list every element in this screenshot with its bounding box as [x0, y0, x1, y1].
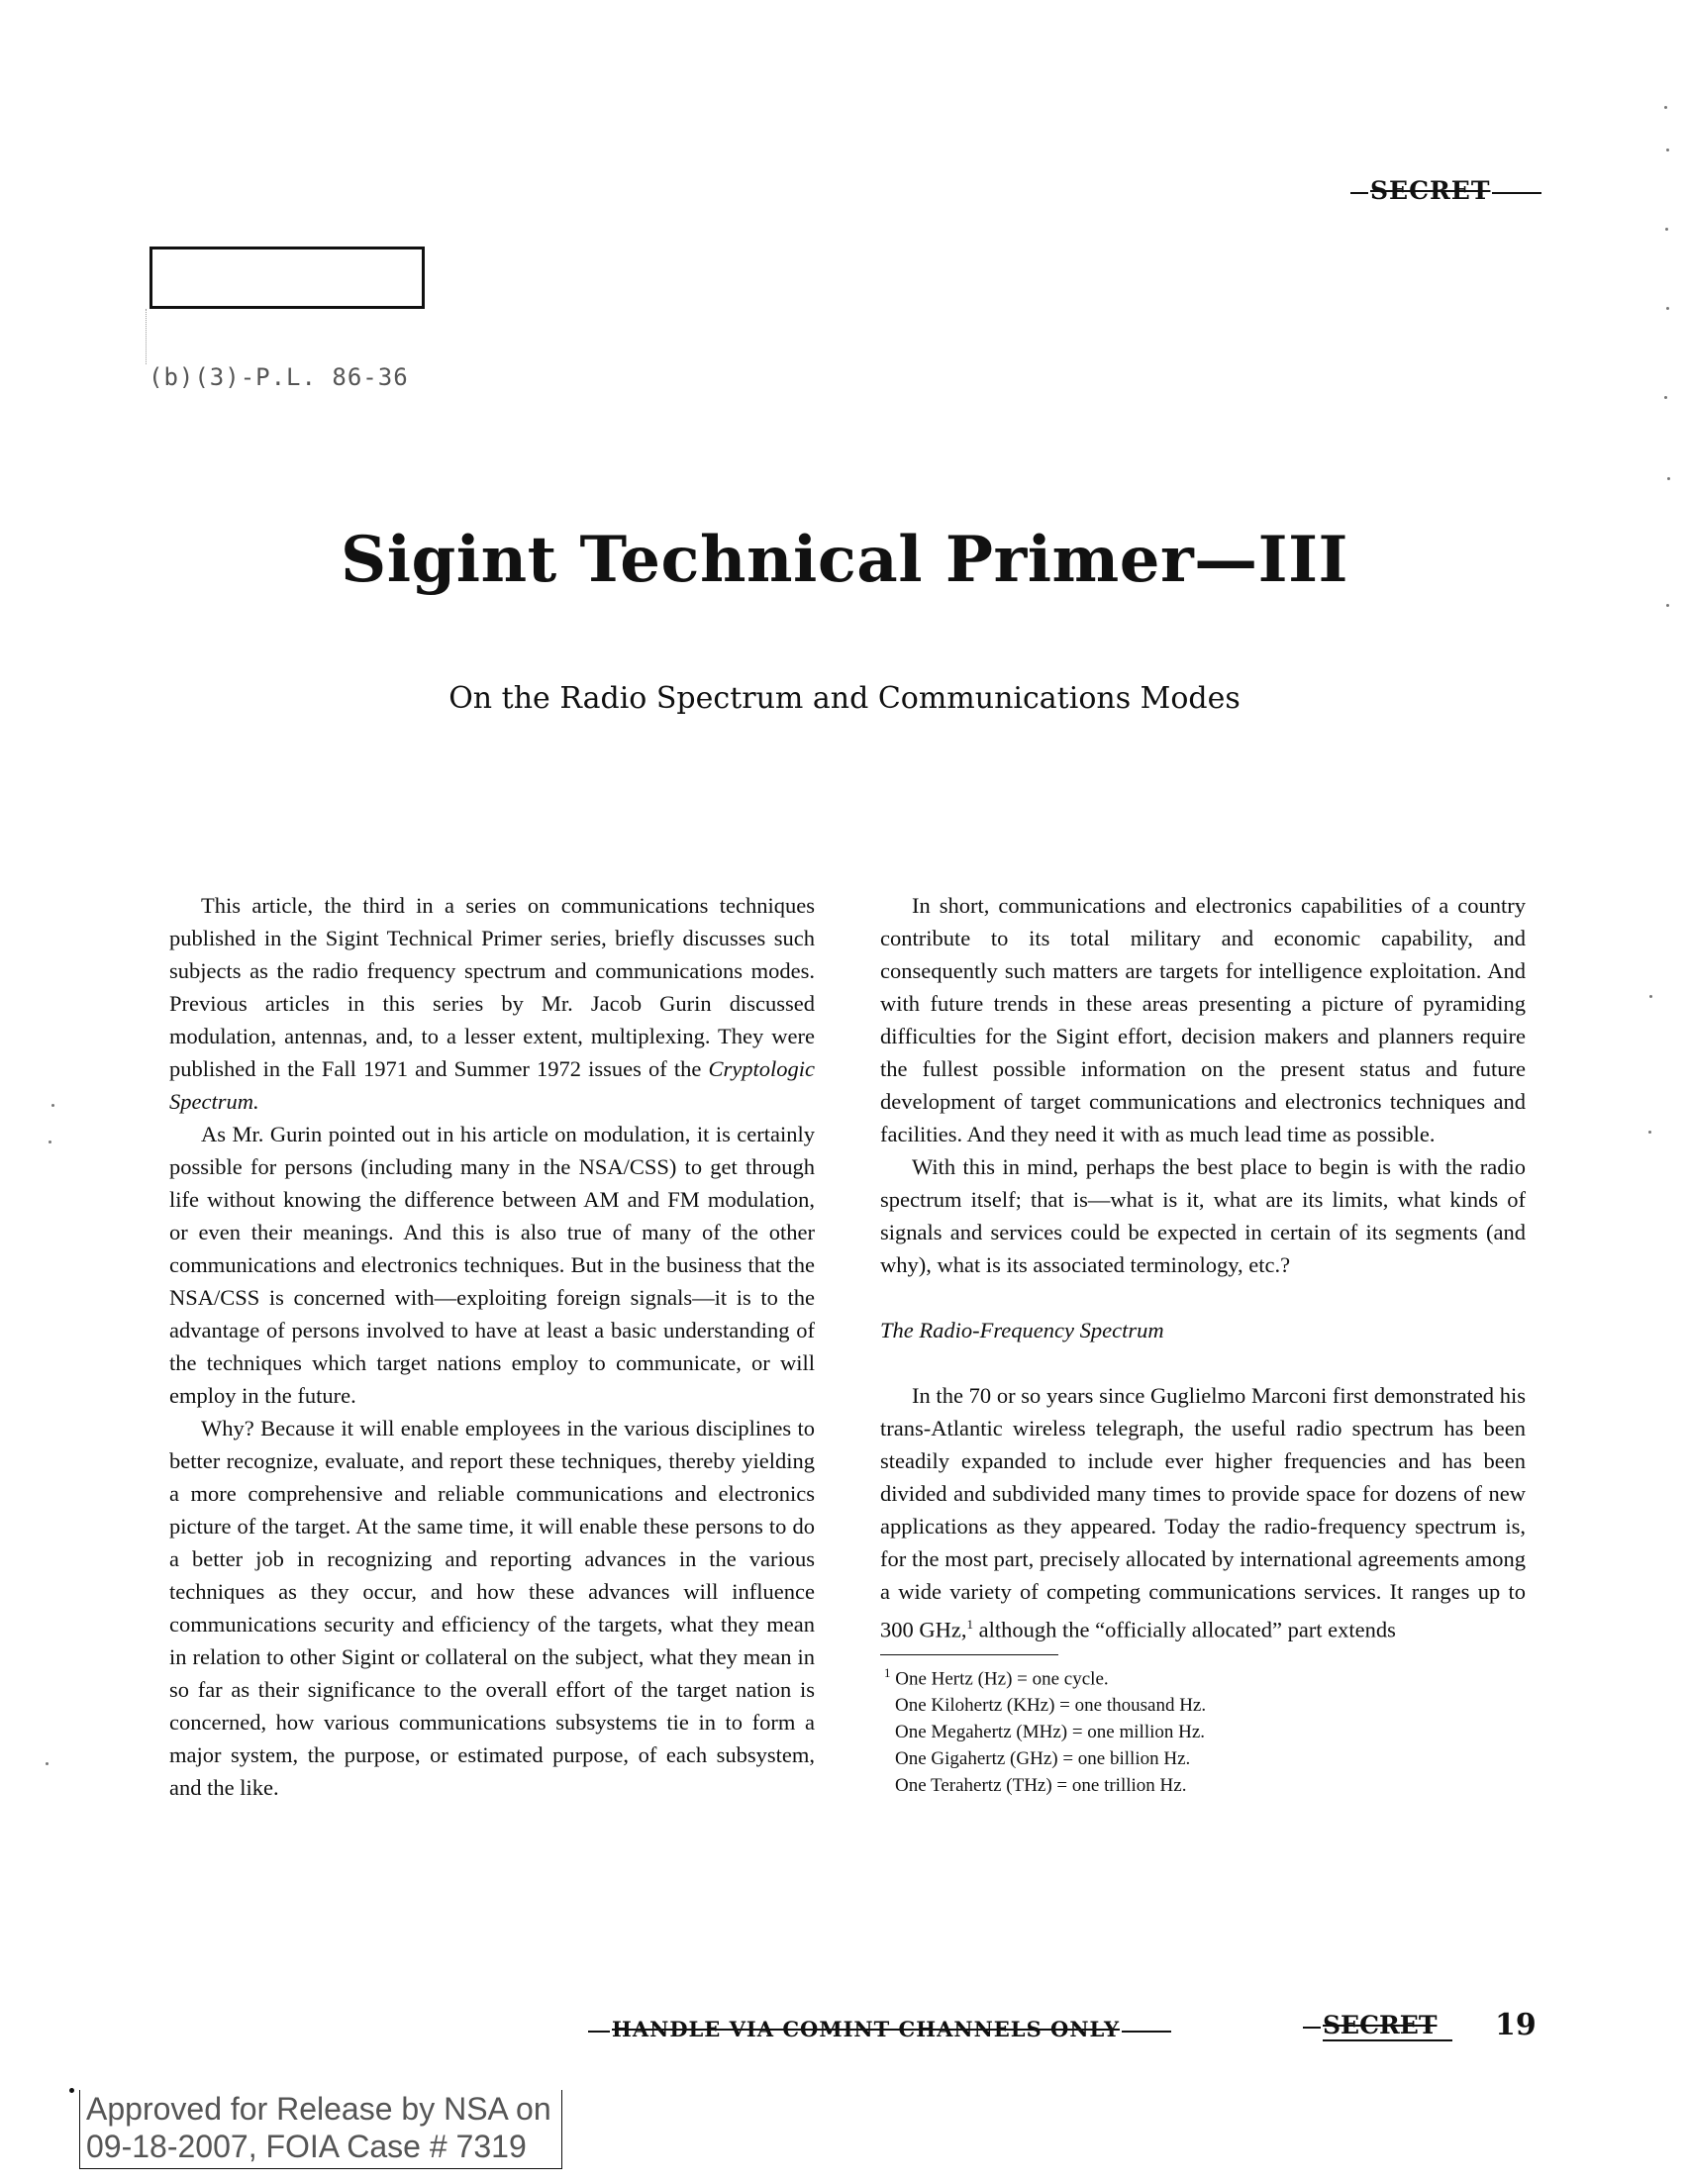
section-heading: The Radio-Frequency Spectrum	[880, 1318, 1164, 1342]
scan-speck	[1665, 228, 1668, 231]
classification-marking-top: SECRET	[1350, 176, 1541, 205]
footnote-reference: 1	[966, 1617, 973, 1632]
paragraph	[880, 1379, 1526, 1646]
footnote-line: One Megahertz (MHz) = one million Hz.	[895, 1721, 1206, 1742]
scan-speck	[1649, 995, 1652, 998]
scan-speck	[1648, 1131, 1651, 1134]
scan-speck	[1667, 477, 1670, 480]
footnote	[880, 1659, 1526, 1799]
scan-speck	[1666, 307, 1669, 310]
scan-speck	[1664, 106, 1667, 109]
scan-speck	[1666, 149, 1669, 151]
scan-speck	[51, 1104, 54, 1107]
footnote-line: One Kilohertz (KHz) = one thousand Hz.	[895, 1694, 1207, 1716]
paragraph-text: This article, the third in a series on communications techniques published in the Sigint Technical Primer series, briefly discusses such subjects as the radio frequency spectrum and communications modes. Previous articles in this series by Mr. Jacob Gurin discussed modulation, antennas, and, to a lesser extent, multiplexing. They were published in the Fall 1971 and Summer 1972 issues of the	[169, 893, 815, 1081]
scan-speck	[49, 1141, 51, 1143]
paragraph	[169, 889, 815, 1118]
article-title: Sigint Technical Primer—III	[341, 523, 1348, 597]
page-number: 19	[1495, 2008, 1537, 2042]
paragraph: In short, communications and electronics capabilities of a country contribute to its total military and economic capability, and consequently such matters are targets for intelligence exploitation. And with future trends in these areas presenting a picture of pyramiding difficulties for the Sigint effort, decision makers and planners require the fullest possible information on the present status and future development of target communications and electronics techniques and facilities. And they need it with as much lead time as possible.	[880, 893, 1526, 1146]
redaction-leader-line	[146, 309, 147, 364]
footnote-rule	[880, 1654, 1058, 1655]
paragraph-text: although the “officially allocated” part extends	[972, 1617, 1396, 1642]
right-column	[880, 889, 1526, 1799]
left-column	[169, 889, 815, 1804]
footnote-line: One Terahertz (THz) = one trillion Hz.	[895, 1774, 1187, 1796]
release-stamp	[79, 2090, 562, 2169]
scan-speck	[1664, 396, 1667, 399]
redaction-box	[149, 247, 425, 309]
footnote-line: One Gigahertz (GHz) = one billion Hz.	[895, 1747, 1191, 1769]
publication-name: Cryptologic Spectrum.	[169, 1056, 815, 1114]
release-stamp-line: Approved for Release by NSA on	[86, 2091, 551, 2127]
footnote-line: $^1$ One Hertz (Hz) = one cycle.	[884, 1664, 1109, 1689]
paragraph: With this in mind, perhaps the best place to begin is with the radio spectrum itself; that is—what is it, what are its limits, what kinds of signals and services could be expected in certain of its segments (and why), what is its associated terminology, etc.?	[880, 1154, 1526, 1277]
scan-speck	[46, 1762, 49, 1765]
classification-marking-bottom: SECRET	[1303, 2011, 1452, 2039]
exemption-code: (b)(3)-P.L. 86-36	[149, 363, 409, 391]
paragraph: Why? Because it will enable employees in the various disciplines to better recognize, evaluate, and report these techniques, thereby yielding a more comprehensive and reliable communications and electronics picture of the target. At the same time, it will enable these persons to do a better job in recognizing and reporting advances in the various techniques as they occur, and how these advances will influence communications security and efficiency of the targets, what they mean in relation to other Sigint or collateral on the subject, what they mean in so far as their significance to the overall effort of the target nation is concerned, how various communications subsystems tie in to form a major system, the purpose, or estimated purpose, of each subsystem, and the like.	[169, 1416, 815, 1800]
footnote-mark: 1	[884, 1664, 891, 1680]
stamp-dot	[69, 2088, 74, 2093]
paragraph: As Mr. Gurin pointed out in his article on modulation, it is certainly possible for persons (including many in the NSA/CSS) to get through life without knowing the difference between AM and FM modulation, or even their meanings. And this is also true of many of the other communications and electronics techniques. But in the business that the NSA/CSS is concerned with—exploiting foreign signals—it is to the advantage of persons involved to have at least a basic understanding of the techniques which target nations employ to communicate, or will employ in the future.	[169, 1122, 815, 1408]
handling-caveat: HANDLE VIA COMINT CHANNELS ONLY	[588, 2017, 1171, 2041]
paragraph-text: In the 70 or so years since Guglielmo Marconi first demonstrated his trans-Atlantic wireless telegraph, the useful radio spectrum has been steadily expanded to include ever higher frequencies and has been divided and subdivided many times to provide space for dozens of new applications as they appeared. Today the radio-frequency spectrum is, for the most part, precisely allocated by international agreements among a wide variety of competing communications services. It ranges up to 300 GHz,	[880, 1383, 1526, 1642]
release-stamp-line: 09-18-2007, FOIA Case # 7319	[86, 2129, 527, 2164]
article-subtitle: On the Radio Spectrum and Communications Modes	[448, 681, 1241, 716]
scan-speck	[1666, 604, 1669, 607]
